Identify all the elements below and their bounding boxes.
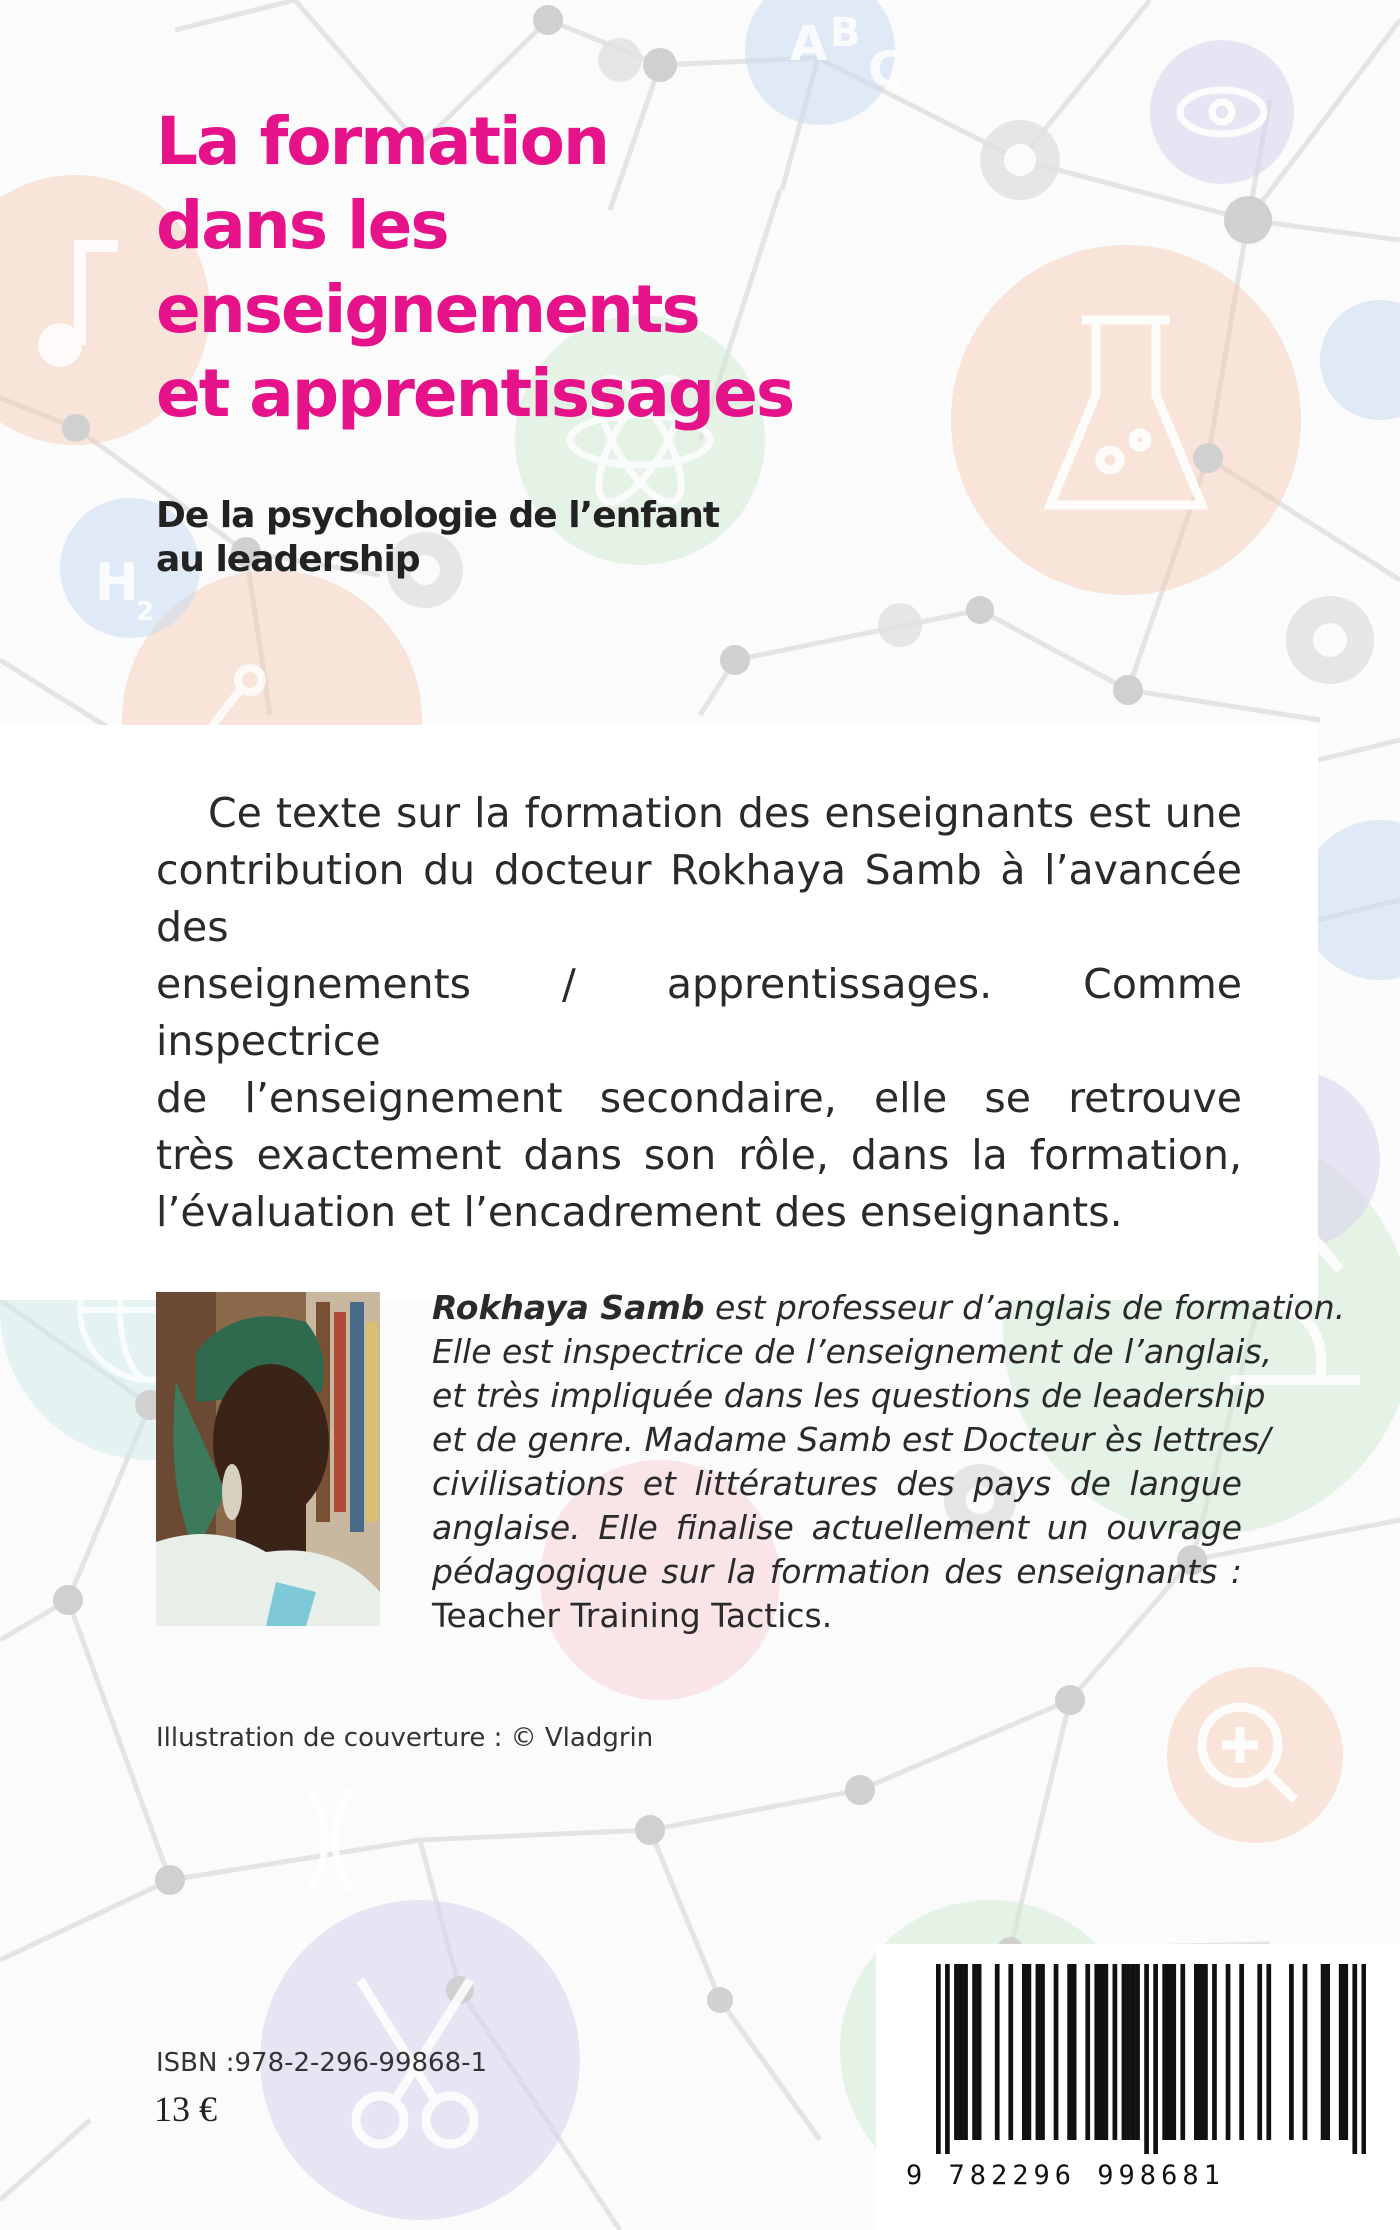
barcode-bar [1171,1964,1176,2140]
barcode [906,1964,1366,2154]
barcode-bar [1103,1964,1108,2140]
barcode-bar [1325,1964,1330,2140]
barcode-bar [1036,1964,1041,2140]
barcode-bar [1361,1964,1366,2154]
barcode-bar [1266,1964,1271,2140]
barcode-bar [1072,1964,1077,2140]
bio-first-line-rest: est professeur d’anglais de formation. [704,1288,1346,1327]
barcode-area [876,1944,1400,2230]
barcode-bar [1352,1964,1357,2154]
barcode-number: 9 782296 998681 [906,2160,1225,2191]
barcode-bar [1094,1964,1099,2140]
bio-line: Elle est inspectrice de l’enseignement de l’anglais, [432,1332,1273,1371]
barcode-bar [1027,1964,1032,2140]
barcode-bar [1008,1964,1013,2140]
author-photo [156,1292,380,1626]
barcode-bar [1099,1964,1104,2140]
barcode-bar [1162,1964,1167,2140]
bio-line: civilisations et littératures des pays de langue [432,1464,1242,1503]
barcode-bar [1239,1964,1244,2140]
barcode-bar [936,1964,941,2154]
barcode-bar [1022,1964,1027,2140]
illustration-credit: Illustration de couverture : © Vladgrin [156,1723,654,1753]
book-title-line: enseignements [156,271,699,348]
bio-line: et très impliquée dans les questions de leadership [432,1376,1266,1415]
barcode-bar [1321,1964,1326,2140]
svg-text:2: 2 [136,597,155,627]
barcode-bar [1113,1964,1118,2140]
author-biography [432,1286,1346,1638]
barcode-bar [945,1964,950,2154]
abc-icon: A [790,16,828,72]
barcode-bar [1203,1964,1208,2140]
book-subtitle-line: De la psychologie de l’enfant [156,495,720,536]
barcode-bar [1343,1964,1348,2140]
barcode-bar [1180,1964,1185,2140]
summary-line: contribution du docteur Rokhaya Samb à l’avancée des [156,846,1242,951]
barcode-bar [1194,1964,1199,2140]
barcode-bar [1122,1964,1127,2140]
book-subtitle-line: au leadership [156,539,420,580]
barcode-bar [1131,1964,1136,2140]
bio-line: anglaise. Elle finalise actuellement un ouvrage [432,1508,1242,1547]
barcode-bar [1167,1964,1172,2140]
barcode-bar [977,1964,982,2140]
barcode-bar [1199,1964,1204,2140]
barcode-bar [1040,1964,1045,2140]
barcode-bar [1257,1964,1262,2140]
barcode-bar [1054,1964,1059,2140]
isbn: ISBN :978-2-296-99868-1 [156,2048,488,2078]
price: 13 € [154,2089,217,2129]
summary-line: enseignements / apprentissages. Comme inspectrice [156,960,1242,1065]
book-title [156,100,856,436]
barcode-bar [1289,1964,1294,2140]
bio-line: pédagogique sur la formation des enseignants : [432,1552,1242,1591]
book-title-line: dans les [156,187,448,264]
barcode-bar [995,1964,1000,2140]
barcode-bar [959,1964,964,2140]
barcode-bar [1303,1964,1308,2140]
summary-line: de l’enseignement secondaire, elle se retrouve [156,1074,1242,1122]
h2o-icon: H [95,553,139,613]
book-title-line: et apprentissages [156,355,794,432]
barcode-bar [1339,1964,1344,2140]
svg-text:C: C [868,42,904,98]
book-title-line: La formation [156,103,608,180]
barcode-bar [1212,1964,1217,2140]
barcode-bar [1144,1964,1149,2154]
dna-icon [310,1790,350,1890]
bio-line [432,1286,1346,1330]
author-name: Rokhaya Samb [432,1288,705,1327]
barcode-bar [1126,1964,1131,2140]
summary-line: l’évaluation et l’encadrement des enseignants. [156,1188,1123,1236]
barcode-bar [1153,1964,1158,2154]
barcode-bar [1085,1964,1090,2140]
summary-line: Ce texte sur la formation des enseignants est une [208,789,1242,837]
svg-text:B: B [830,10,861,56]
bio-line: Teacher Training Tactics. [432,1596,833,1635]
barcode-bar [1135,1964,1140,2140]
barcode-bar [1067,1964,1072,2140]
book-subtitle [156,494,856,582]
barcode-bar [1226,1964,1231,2140]
bio-line: et de genre. Madame Samb est Docteur ès lettres/ [432,1420,1271,1459]
barcode-bar [963,1964,968,2140]
barcode-bar [954,1964,959,2140]
barcode-bar [972,1964,977,2140]
summary-line: très exactement dans son rôle, dans la formation, [156,1131,1242,1179]
book-summary [156,785,1242,1241]
